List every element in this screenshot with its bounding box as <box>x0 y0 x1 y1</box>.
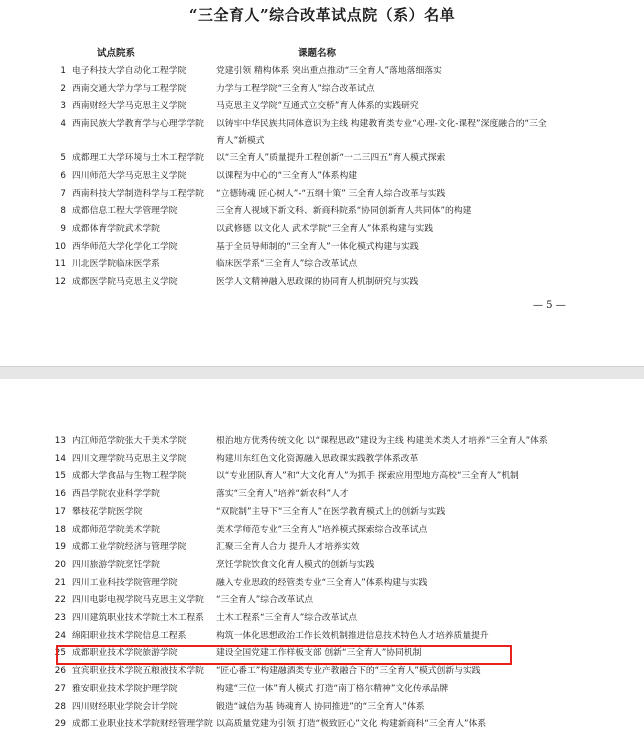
college-name: 成都理工大学环境与土木工程学院 <box>72 153 204 164</box>
college-name: 西南民族大学教育学与心理学学院 <box>72 119 204 130</box>
row-number: 22 <box>54 595 66 606</box>
table-row <box>0 239 644 256</box>
college-name: 成都医学院马克思主义学院 <box>72 277 178 287</box>
row-number: 2 <box>60 83 66 94</box>
college-name: 成都信息工程大学管理学院 <box>72 206 178 217</box>
topic-name: 以“三全育人”质量提升工程创新“一二三四五”育人模式探索 <box>216 153 446 164</box>
table-row <box>0 504 644 521</box>
college-name: 成都大学食品与生物工程学院 <box>72 471 187 482</box>
table-row <box>0 433 644 450</box>
college-name: 宜宾职业技术学院五粮液技术学院 <box>72 666 204 677</box>
topic-name: 以铸牢中华民族共同体意识为主线 构建教育类专业“心理-文化-课程”深度融合的“三全 <box>216 119 547 130</box>
table-row <box>0 699 644 716</box>
college-name: 绵阳职业技术学院信息工程系 <box>72 630 187 641</box>
topic-name: 临床医学系“三全育人”综合改革试点 <box>216 259 358 270</box>
topic-name: 汇聚三全育人合力 提升人才培养实效 <box>216 542 360 553</box>
table-row <box>0 221 644 238</box>
college-name: 成都工业职业技术学院财经管理学院 <box>72 719 213 730</box>
page-separator <box>0 366 644 380</box>
table-row <box>0 557 644 574</box>
college-name: 西南财经大学马克思主义学院 <box>72 101 187 112</box>
topic-name: 融入专业思政的经管类专业“三全育人”体系构建与实践 <box>216 577 428 588</box>
topic-name: 构筑一体化思想政治工作长效机制推进信息技术特色人才培养质量提升 <box>216 630 489 641</box>
table-row <box>0 716 644 733</box>
row-number: 9 <box>60 223 66 234</box>
topic-name: “三全育人”综合改革试点 <box>216 595 314 606</box>
row-number: 15 <box>54 471 66 482</box>
table-row <box>0 468 644 485</box>
table-row <box>0 592 644 609</box>
highlight-box <box>56 645 512 665</box>
college-name: 攀枝花学院医学院 <box>72 506 143 517</box>
row-number: 6 <box>60 170 66 181</box>
college-name: 四川文理学院马克思主义学院 <box>72 453 187 464</box>
table-row <box>0 628 644 645</box>
topic-name: 构建“三位一体”育人模式 打造“南丁格尔精神”文化传承品牌 <box>216 683 449 694</box>
topic-name: 医学人文精神融入思政课的协同育人机制研究与实践 <box>216 277 419 287</box>
college-name: 西昌学院农业科学学院 <box>72 489 160 500</box>
topic-name: 建设全国党建工作样板支部 创新“三全育人”协同机制 <box>216 648 422 659</box>
row-number: 14 <box>54 453 66 464</box>
college-name: 四川电影电视学院马克思主义学院 <box>72 595 204 606</box>
column-header-college: 试点院系 <box>97 48 136 59</box>
row-number: 12 <box>54 277 66 287</box>
college-name: 成都工业学院经济与管理学院 <box>72 542 187 553</box>
row-number: 10 <box>54 241 66 252</box>
topic-name: 土木工程系“三全育人”综合改革试点 <box>216 613 358 623</box>
college-name: 雅安职业技术学院护理学院 <box>72 683 178 694</box>
topic-name: 基于全员导师制的“三全育人”一体化模式构建与实践 <box>216 241 419 252</box>
topic-name: “匠心番工”构建融酒类专业产教融合下的“三全育人”模式创新与实践 <box>216 666 481 677</box>
row-number: 16 <box>54 489 66 500</box>
college-name: 西南科技大学制造科学与工程学院 <box>72 188 204 199</box>
college-name: 四川建筑职业技术学院土木工程系 <box>72 613 204 623</box>
page-number: — 5 — <box>533 300 566 311</box>
college-name: 四川工业科技学院管理学院 <box>72 577 178 588</box>
table-row <box>0 663 644 680</box>
college-name: 四川旅游学院烹饪学院 <box>72 559 160 570</box>
row-number: 20 <box>54 559 66 570</box>
college-name: 成都职业技术学院旅游学院 <box>72 648 178 659</box>
topic-name: “双院制”主导下“三全育人”在医学教育模式上的创新与实践 <box>216 506 446 517</box>
document-page-1 <box>0 0 644 366</box>
table-row <box>0 203 644 220</box>
college-name: 成都师范学院美术学院 <box>72 524 160 535</box>
college-name: 电子科技大学自动化工程学院 <box>72 66 187 76</box>
college-name: 西华师范大学化学化工学院 <box>72 241 178 252</box>
topic-name: 以高质量党建为引领 打造“极致匠心”文化 构建新商科“三全育人”体系 <box>216 719 487 730</box>
row-number: 28 <box>54 701 66 712</box>
topic-name: 以课程为中心的“三全育人”体系构建 <box>216 170 358 181</box>
row-number: 3 <box>60 101 66 112</box>
table-row <box>0 98 644 115</box>
topic-name: 锻造“诚信为基 铸魂育人 协同推进”的“三全育人”体系 <box>216 701 425 712</box>
table-row <box>0 81 644 98</box>
table-row <box>0 150 644 167</box>
row-number: 21 <box>54 577 66 588</box>
topic-name: 根治地方优秀传统文化 以“课程思政”建设为主线 构建美术类人才培养“三全育人”体系 <box>216 436 548 446</box>
row-number: 26 <box>54 666 66 677</box>
topic-name: 烹饪学院饮食文化育人模式的创新与实践 <box>216 559 375 570</box>
row-number: 13 <box>54 436 66 446</box>
row-number: 27 <box>54 683 66 694</box>
topic-name: 以“专业团队育人”和“大文化育人”为抓手 探索应用型地方高校“三全育人”机制 <box>216 471 519 482</box>
topic-name: “立德铸魂 匠心树人”-“五纲十策” 三全育人综合改革与实践 <box>216 188 446 199</box>
college-name: 西南交通大学力学与工程学院 <box>72 83 187 94</box>
table-row <box>0 256 644 273</box>
table-row <box>0 274 644 291</box>
college-name: 四川师范大学马克思主义学院 <box>72 170 187 181</box>
topic-name-continued: 育人”新模式 <box>216 136 265 147</box>
row-number: 25 <box>54 648 66 659</box>
table-row <box>0 63 644 80</box>
document-title: “三全育人”综合改革试点院（系）名单 <box>188 6 456 24</box>
row-number: 8 <box>60 206 66 217</box>
row-number: 17 <box>54 506 66 517</box>
table-row <box>0 186 644 203</box>
topic-name: 构建川东红色文化资源融入思政课实践教学体系改革 <box>216 453 419 464</box>
college-name: 四川财经职业学院会计学院 <box>72 701 178 712</box>
table-row <box>0 116 644 133</box>
college-name: 川北医学院临床医学系 <box>72 259 160 270</box>
row-number: 23 <box>54 613 66 623</box>
topic-name: 党建引领 精构体系 突出重点推动“三全育人”落地落细落实 <box>216 66 442 76</box>
table-row <box>0 539 644 556</box>
row-number: 19 <box>54 542 66 553</box>
topic-name: 马克思主义学院“互通式立交桥”育人体系的实践研究 <box>216 101 419 112</box>
topic-name: 美术学师范专业“三全育人”培养模式探索综合改革试点 <box>216 524 428 535</box>
table-row <box>0 168 644 185</box>
table-row <box>0 451 644 468</box>
topic-name: 落实“三全育人”培养“新农科”人才 <box>216 489 349 500</box>
table-row <box>0 610 644 627</box>
college-name: 成都体育学院武术学院 <box>72 223 160 234</box>
row-number: 1 <box>60 66 66 76</box>
topic-name: 三全育人视域下新文科、新商科院系“协同创新育人共同体”的构建 <box>216 206 472 217</box>
row-number: 29 <box>54 719 66 730</box>
row-number: 11 <box>54 259 66 270</box>
document-page-2 <box>0 379 644 735</box>
row-number: 5 <box>60 153 66 164</box>
row-number: 4 <box>60 119 66 130</box>
row-number: 7 <box>60 188 66 199</box>
row-number: 24 <box>54 630 66 641</box>
topic-name: 力学与工程学院“三全育人”综合改革试点 <box>216 83 375 94</box>
table-row <box>0 681 644 698</box>
topic-name: 以武修德 以文化人 武术学院“三全育人”体系构建与实践 <box>216 223 434 234</box>
table-row <box>0 486 644 503</box>
college-name: 内江师范学院张大千美术学院 <box>72 436 187 446</box>
table-row <box>0 575 644 592</box>
table-row <box>0 522 644 539</box>
column-header-topic: 课题名称 <box>298 48 337 59</box>
row-number: 18 <box>54 524 66 535</box>
